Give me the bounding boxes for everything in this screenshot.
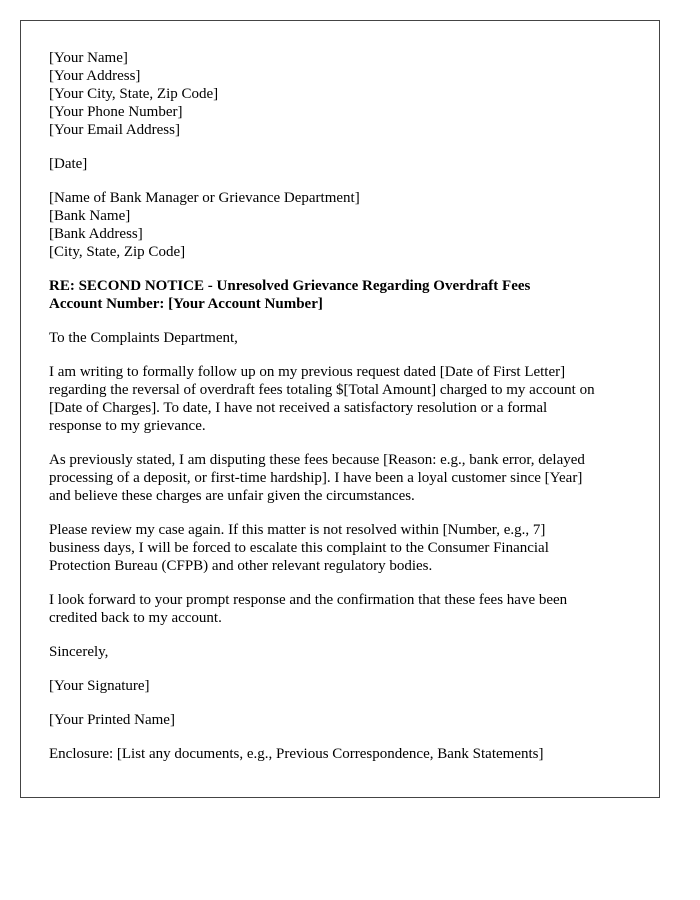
account-number-line: Account Number: [Your Account Number] xyxy=(49,296,323,312)
sender-city-state-zip: [Your City, State, Zip Code] xyxy=(49,86,219,102)
recipient-city-state-zip: [City, State, Zip Code] xyxy=(49,244,186,260)
recipient-name: [Name of Bank Manager or Grievance Department] xyxy=(49,190,360,206)
recipient-block xyxy=(49,189,649,261)
sender-email: [Your Email Address] xyxy=(49,122,180,138)
sender-address: [Your Address] xyxy=(49,68,141,84)
letter-page xyxy=(20,20,660,798)
subject-block xyxy=(49,277,649,313)
salutation: To the Complaints Department, xyxy=(49,330,238,346)
subject-line: RE: SECOND NOTICE - Unresolved Grievance Regarding Overdraft Fees xyxy=(49,278,531,294)
enclosure: Enclosure: [List any documents, e.g., Previous Correspondence, Bank Statements] xyxy=(49,746,544,762)
letter-date: [Date] xyxy=(49,156,88,172)
body-paragraph-4: I look forward to your prompt response and the confirmation that these fees have been credited back to my account. xyxy=(49,592,568,626)
signature: [Your Signature] xyxy=(49,678,150,694)
body-paragraph-2: As previously stated, I am disputing these fees because [Reason: e.g., bank error, delayed processing of a deposit, or first-time hardship]. I have been a loyal customer since [Year] and believe these charges are unfair given the circumstances. xyxy=(49,452,585,504)
letter-content xyxy=(49,49,649,779)
recipient-bank-name: [Bank Name] xyxy=(49,208,131,224)
sender-block xyxy=(49,49,649,139)
body-paragraph-3: Please review my case again. If this matter is not resolved within [Number, e.g., 7] business days, I will be forced to escalate this complaint to the Consumer Financial Protection Bureau (CFPB) and other relevant regulatory bodies. xyxy=(49,522,549,574)
sender-name: [Your Name] xyxy=(49,50,128,66)
date-block xyxy=(49,155,649,173)
body-paragraph-1: I am writing to formally follow up on my previous request dated [Date of First Letter] regarding the reversal of overdraft fees totaling $[Total Amount] charged to my account on [Date of Charges]. To date, I have not received a satisfactory resolution or a formal response to my grievance. xyxy=(49,364,595,434)
recipient-bank-address: [Bank Address] xyxy=(49,226,143,242)
closing: Sincerely, xyxy=(49,644,109,660)
printed-name: [Your Printed Name] xyxy=(49,712,175,728)
sender-phone: [Your Phone Number] xyxy=(49,104,183,120)
